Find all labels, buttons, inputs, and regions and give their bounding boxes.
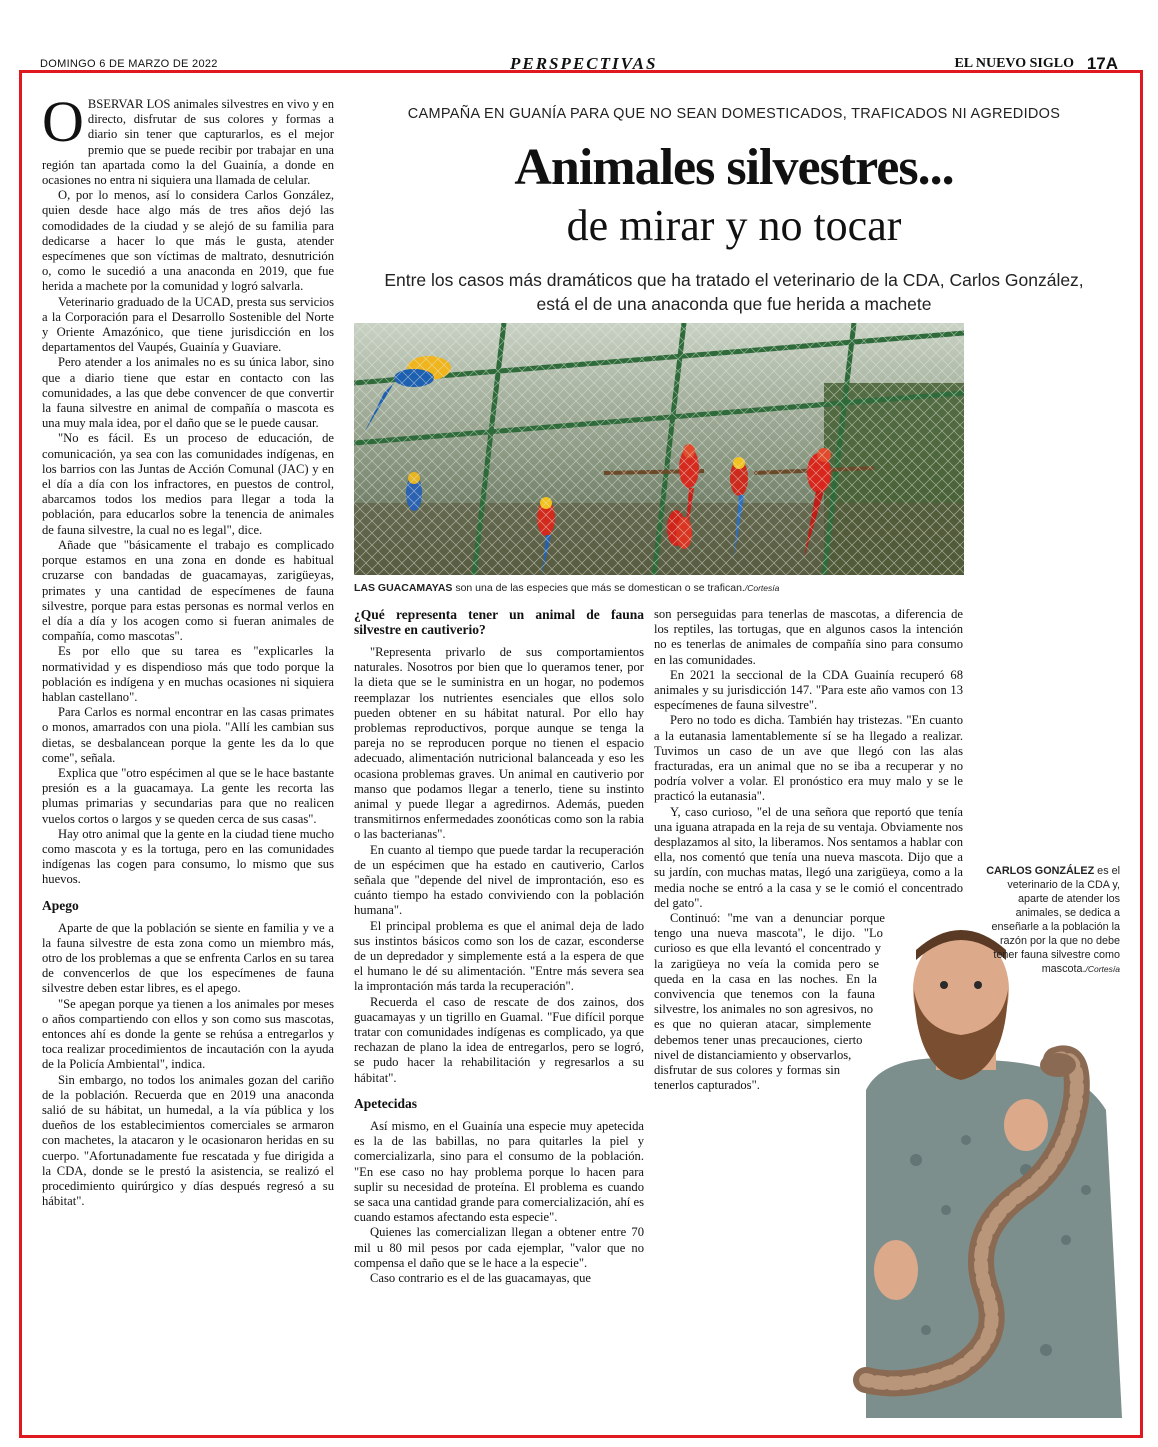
headline-line-2: de mirar y no tocar xyxy=(566,201,902,250)
subhead-apego: Apego xyxy=(42,897,79,913)
paragraph: En 2021 la seccional de la CDA Guainía recuperó 68 animales y su jurisdicción 147. "Para este año vamos con 13 especímenes de fauna silvestre". xyxy=(654,667,963,713)
paragraph: "No es fácil. Es un proceso de educación, de comunicación, ya sea con las comunidades indígenas, en los barrios con las Juntas de Acción Comunal (JAC) y en el día a día con los infractores, en puestos de control, abarcamos todos los medios para llegar a toda la población, para educarlos sobre la tenencia de animales de fauna silvestre, la cual no es legal", dice. xyxy=(42,431,334,537)
portrait-photo xyxy=(826,910,1122,1418)
portrait-caption-lead: CARLOS GONZÁLEZ xyxy=(986,865,1095,877)
paragraph: O, por lo menos, así lo considera Carlos González, quien desde hace algo más de tres años dejó las comodidades de la ciudad y se alejó de su familia para dedicarse a hacer lo que más le gusta, atender especímenes que son víctimas de maltrato, desnutrición o, como le sucedió a una anaconda en 2019, que fue herida a machete por la comunidad y logró salvarla. xyxy=(42,188,334,294)
dropcap: O xyxy=(42,97,84,154)
paragraph: El principal problema es que el animal deja de lado sus instintos básicos como son los de cazar, esconderse de un depredador y simplemente está a la espera de que el humano le dé su alimentación. "Entre más severa sea la improntación más tarda la recuperación". xyxy=(354,918,644,994)
paragraph: "Se apegan porque ya tienen a los animales por meses o años compartiendo con ellos y son como sus mascotas, entonces ahí es donde la gente se rehúsa a entregarlos y toca realizar procedimientos de incautación con la ayuda de la Policía Ambiental", indica. xyxy=(42,996,334,1072)
paragraph: Veterinario graduado de la UCAD, presta sus servicios a la Corporación para el Desarrollo Sostenible del Norte y Oriente Amazónico, que tiene jurisdicción en los departamentos del Vaupés, Guainía y Guaviare. xyxy=(42,294,334,355)
caption-lead: LAS GUACAMAYAS xyxy=(354,582,453,594)
portrait-caption-credit: /Cortesía xyxy=(1085,964,1120,974)
paragraph: Y, caso curioso, "el de una señora que reportó que tenía una iguana atrapada en la reja de su ventaja. Obviamente nos desplazamos al sito, la liberamos. Nos sentamos a hablar con ella, nos comentó que tenía una nueva mascota. Dijo que a su jardín, con muchas matas, llegó una zarigüeya, como a la media noche se entró a la casa y se le comió el concentrado del gato". xyxy=(654,804,963,910)
photo-caption xyxy=(354,582,964,594)
paragraph: "Representa privarlo de sus comportamientos naturales. Nosotros por bien que lo queramos tener, por la dieta que se le suministra en un hogar, no podemos reemplazar los nutrientes esenciales que ellos solo pueden obtener en su hábitat natural. Por ello hay problemas reproductivos, porque aunque se tenga la pareja no se reproducen porque no tienen el espacio adecuado, alimentación nutricional balanceada y eso les ocasiona problemas graves. Un animal en cautiverio por manso que podamos llegar a tenerlo, tiene su instinto animal y puede llegar a agredirnos. Además, pueden transmitirnos enfermedades zoonóticas como son la rabia o las bacterianas". xyxy=(354,645,644,842)
paragraph: Añade que "básicamente el trabajo es complicado porque estamos en una zona en donde es habitual cruzarse con bandadas de guacamayas, zarigüeyas, primates y una cantidad de especímenes de fauna silvestre, porque para estas personas es normal verlos en el día a día y los acogen como si fueran animales de compañía, como mascotas". xyxy=(42,537,334,644)
lead-paragraph xyxy=(42,97,334,188)
paragraph: Explica que "otro espécimen al que se le hace bastante presión es a la guacamaya. La gente les recorta las plumas primarias y secundarias para que no realicen vuelos cortos o largos y se queden cerca de sus casas". xyxy=(42,765,334,826)
paragraph: Caso contrario es el de las guacamayas, que xyxy=(370,1270,592,1285)
issue-date: DOMINGO 6 DE MARZO DE 2022 xyxy=(40,58,218,70)
caption-credit: /Cortesía xyxy=(744,583,780,593)
paragraph: Es por ello que su tarea es "explicarles la normatividad y es dispendioso más que todo porque la población es indígena y en muchas ocasiones ni siquiera hablan castellano". xyxy=(42,644,334,704)
paragraph: Continuó: "me van a denunciar porque tengo una nueva mascota", le dijo. "Lo curioso es que ella levantó el concentrado y la zarigüeya no veía la comida pero se queda en la casa en las noches. En la convivencia que tenemos con la fauna silvestre, los animales no son agresivos, no es que no quieran atacar, simplemente debemos tener unas precauciones, cierto nivel de distanciamiento y observarlos, disfrutar de sus colores y formas sin tenerlos capturados". xyxy=(654,911,885,1093)
caption-text: son una de las especies que más se domestican o se trafican. xyxy=(452,582,745,594)
paragraph: Pero no todo es dicha. También hay tristezas. "En cuanto a la eutanasia lamentablemente sí se ha llegado a realizar. Tuvimos un caso de un ave que llegó con las alas fracturadas, era un animal que no se iba a recuperar y no podría volver a volar. El pronóstico era muy malo y se le practicó la eutanasia". xyxy=(654,713,963,804)
lead-text: animales silvestres en vivo y en directo, disfrutar de sus colores y formas a diario sin tener que capturarlos, es el mejor premio que se puede recibir por trabajar en una región tan apartada como la del Guainía, a donde en ocasiones no entra ni siquiera una llamada de celular. xyxy=(42,97,334,188)
macaws-in-cage-image xyxy=(354,323,964,575)
newspaper-logo: EL NUEVO SIGLO xyxy=(954,56,1074,71)
paragraph: Aparte de que la población se siente en familia y ve a la fauna silvestre de esta zona como un miembro más, otro de los problemas a que se enfrenta Carlos en su tarea de convencerlos de que los especímenes de fauna silvestre deben estar libres, es el apego. xyxy=(42,920,334,996)
lead-caps: BSERVAR LOS xyxy=(87,97,171,111)
man-with-snake-image xyxy=(826,910,1122,1418)
kicker: CAMPAÑA EN GUANÍA PARA QUE NO SEAN DOMESTICADOS, TRAFICADOS NI AGREDIDOS xyxy=(407,106,1061,122)
paragraph: Para Carlos es normal encontrar en las casas primates o monos, amarrados con una piola. "Allí les cambian sus dietas, se desbalancean porque la gente les da lo que come", señala. xyxy=(42,705,334,765)
paragraph: Hay otro animal que la gente en la ciudad tiene mucho como mascota y es la tortuga, pero en las comunidades indígenas las cogen para consumo, lo mismo que sus huevos. xyxy=(42,826,334,887)
paragraph: son perseguidas para tenerlas de mascotas, a diferencia de los reptiles, las tortugas, que en algunos casos la intención no es tenerlas de animales de compañía sino para consumo en las comunidades. xyxy=(654,607,963,667)
paragraph: Pero atender a los animales no es su única labor, sino que a diario tiene que estar en contacto con las comunidades, a las que debe convencer de que convertir la fauna silvestre en animal de compañía o mascota es una muy mala idea, por el daño que se le puede causar. xyxy=(42,355,334,431)
article-column-1 xyxy=(42,97,334,1397)
paragraph: Así mismo, en el Guainía una especie muy apetecida es la de las babillas, no para quitarles la piel y comercializarla, sino para el consumo de la población. "En ese caso no hay problema porque lo hacen para suplir su necesidad de proteína. El problema es cuando se saca una cantidad grande para comercialización, ahí es cuando estamos afectando esta especie". xyxy=(354,1118,644,1225)
article-column-2 xyxy=(354,607,644,1422)
paragraph: Recuerda el caso de rescate de dos zainos, dos guacamayas y un tigrillo en Guamal. "Fue difícil porque tratar con comunidades indígenas es complicado, ya que rechazan de plano la idea de entregarlos, pero se logró, se pudo hacer la rehabilitación y regresarlos a su hábitat". xyxy=(354,994,644,1085)
headline-line-1: Animales silvestres... xyxy=(514,139,954,196)
subhead-apetecidas: Apetecidas xyxy=(354,1095,417,1111)
macaws-photo xyxy=(354,323,964,575)
paragraph: En cuanto al tiempo que puede tardar la recuperación de un espécimen que ha estado en cautiverio, Carlos señala que "depende del nivel de improntación, eso es cuánto tiempo ha estado conviviendo con la población humana". xyxy=(354,842,644,918)
portrait-caption xyxy=(978,864,1120,976)
paragraph: Quienes las comercializan llegan a obtener entre 70 mil u 80 mil pesos por cada ejemplar, "valor que no compensa el daño que se le hace a la especie". xyxy=(354,1225,644,1270)
subhead-cautiverio: ¿Qué representa tener un animal de fauna silvestre en cautiverio? xyxy=(354,607,644,637)
page-number: 17A xyxy=(1086,54,1118,73)
section-name: PERSPECTIVAS xyxy=(510,54,658,73)
paragraph: Sin embargo, no todos los animales gozan del cariño de la población. Recuerda que en 2019 una anaconda salió de su hábitat, un humedal, a la vía pública y los dueños de los establecimientos comerciales se armaron con machetes, la atacaron y le ocasionaron heridas en su cuerpo. "Afortunadamente fue rescatada y fue dirigida a la CDA, donde se le prestó la asistencia, se realizó el procedimiento quirúrgico y días después regresó a su hábitat". xyxy=(42,1072,334,1209)
deck: Entre los casos más dramáticos que ha tratado el veterinario de la CDA, Carlos González, está el de una anaconda que fue herida a machete xyxy=(384,270,1084,314)
portrait-caption-text: es el veterinario de la CDA y, aparte de atender los animales, se dedica a enseñarle a la población la razón por la que no debe tener fauna silvestre como mascota. xyxy=(991,865,1120,975)
